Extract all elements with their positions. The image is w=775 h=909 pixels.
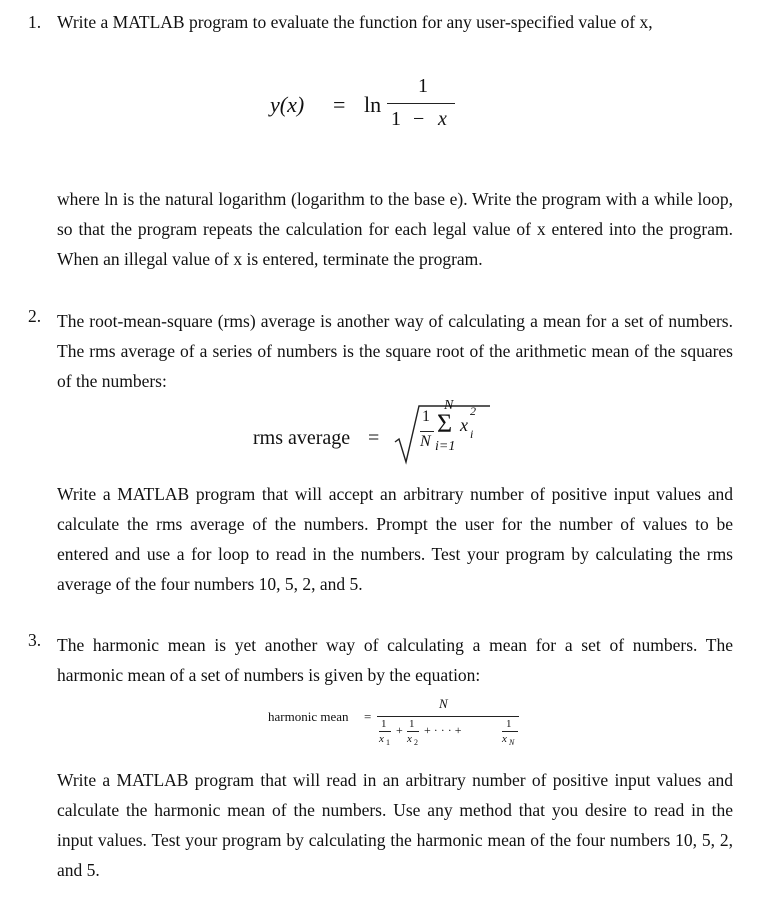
q1-body: where ln is the natural logarithm (logarithm to the base e). Write the program with a while loop, so that the program repeats the calculation for each legal value of x entered into the program. When an illegal value of x is entered, terminate the program. xyxy=(57,189,733,269)
q2-eq-N: N xyxy=(420,433,431,450)
q3-body: Write a MATLAB program that will read in an arbitrary number of positive input values and calculate the harmonic mean of the numbers. Use any method that you desire to read in the input values. Test your program by calculating the harmonic mean of the four numbers 10, 5, 2, and 5. xyxy=(57,770,733,880)
q3-term2-one: 1 xyxy=(409,718,415,730)
q3-term2-bar xyxy=(407,731,419,732)
q2-intro: The root-mean-square (rms) average is another way of calculating a mean for a set of numbers. The rms average of a series of numbers is the square root of the arithmetic mean of the squares of the numbers: xyxy=(57,311,733,391)
q3-plus-dots: + · · · + xyxy=(424,723,462,737)
q3-term1-bar xyxy=(379,731,391,732)
q3-term1-one: 1 xyxy=(381,718,387,730)
q2-eq-equals: = xyxy=(368,427,380,449)
q3-termN-bar xyxy=(502,731,518,732)
q3-plus-1: + xyxy=(396,723,403,737)
q3-termN-sub: N xyxy=(509,738,515,747)
q3-term2-x: x xyxy=(407,733,412,745)
q2-number: 2. xyxy=(28,306,42,326)
q3-intro: The harmonic mean is yet another way of calculating a mean for a set of numbers. The harmonic mean of a set of numbers is given by the equation: xyxy=(57,635,733,685)
q2-eq-label: rms average xyxy=(253,427,351,449)
q1-number: 1. xyxy=(28,12,42,32)
q3-termN-x: x xyxy=(502,733,507,745)
q3-term1-sub: 1 xyxy=(386,738,390,747)
q3-eq-equals: = xyxy=(364,709,372,724)
q1-eq-num: 1 xyxy=(418,75,428,97)
q3-main-frac-bar xyxy=(377,716,519,717)
q3-number: 3. xyxy=(28,630,42,650)
q2-body: Write a MATLAB program that will accept an arbitrary number of positive input values and calculate the rms average of the numbers. Prompt the user for the number of values to be entered and use a for loop to read in the numbers. Test your program by calculating the rms average of the four numbers 10, 5, 2, and 5. xyxy=(57,484,733,594)
q2-eq-x: x xyxy=(460,415,468,435)
q2-eq-one: 1 xyxy=(422,408,430,425)
q1-frac-bar xyxy=(387,103,455,104)
q1-eq-lhs: y(x) xyxy=(270,92,305,117)
q1-intro: Write a MATLAB program to evaluate the function for any user-specified value of x, xyxy=(57,12,653,32)
q3-equation xyxy=(268,696,528,760)
q1-eq-den-one: 1 xyxy=(391,108,401,130)
q1-equation xyxy=(270,70,470,150)
q2-eq-lower: i=1 xyxy=(435,439,456,454)
q3-term2-sub: 2 xyxy=(414,738,418,747)
q1-eq-den-x: x xyxy=(438,108,447,130)
q1-eq-equals: = xyxy=(333,92,346,117)
q2-eq-upper: N xyxy=(444,398,454,413)
q1-eq-den-minus: − xyxy=(413,108,425,130)
q3-eq-label: harmonic mean xyxy=(268,709,349,724)
q3-eq-num: N xyxy=(439,696,448,711)
q2-equation xyxy=(253,398,513,468)
q3-term1-x: x xyxy=(379,733,384,745)
q2-eq-sup: 2 xyxy=(470,404,476,418)
q2-eq-sub: i xyxy=(470,427,474,441)
q3-termN-one: 1 xyxy=(506,718,512,730)
q1-eq-ln: ln xyxy=(364,92,382,117)
sigma-icon: Σ xyxy=(437,409,453,438)
